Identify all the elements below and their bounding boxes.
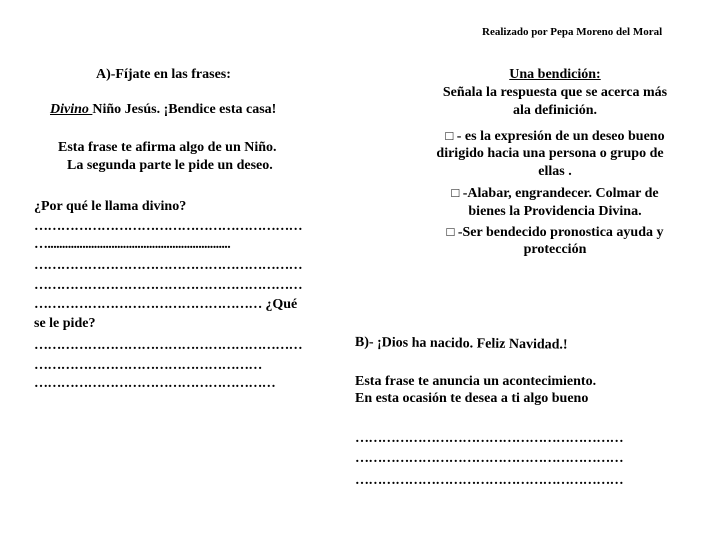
question-que-label: ¿Qué (261, 297, 298, 312)
option-2-line-1[interactable] (410, 184, 700, 203)
checkbox-icon[interactable]: □ (451, 185, 460, 200)
checkbox-icon[interactable]: □ (446, 224, 455, 239)
answer-line-6[interactable]: …………………………………………………… (34, 338, 303, 353)
answer-line-2[interactable]: …............................................................... (34, 237, 231, 252)
question-divino: ¿Por qué le llama divino? (34, 199, 187, 214)
option-3-line-2: protección (523, 242, 587, 257)
section-b-line-2: En esta ocasión te desea a ti algo bueno (355, 391, 589, 406)
blessing-instruction-2: ala definición. (512, 103, 597, 118)
checkbox-icon[interactable]: □ (445, 128, 454, 143)
option-3-text-1: -Ser bendecido pronostica ayuda y (454, 225, 664, 240)
phrase-rest: Niño Jesús. ¡Bendice esta casa! (92, 102, 277, 117)
answer-line-7[interactable]: …………………………………………… (34, 358, 262, 373)
section-b-answer-2[interactable]: …………………………………………………… (355, 451, 624, 466)
option-1-line-3: ellas . (538, 164, 572, 179)
answer-line-8[interactable]: ……………………………………………… (34, 376, 276, 391)
blessing-title-text: Una bendición: (509, 67, 601, 82)
example-phrase (50, 101, 276, 119)
author-credit: Realizado por Pepa Moreno del Moral (482, 26, 663, 38)
explanation-line-1: Esta frase te afirma algo de un Niño. (58, 140, 277, 155)
explanation-line-2: La segunda parte le pide un deseo. (67, 158, 273, 173)
answer-line-3[interactable]: …………………………………………………… (34, 258, 303, 273)
section-b-answer-3[interactable]: …………………………………………………… (355, 473, 624, 488)
option-2-line-2: bienes la Providencia Divina. (468, 204, 642, 219)
answer-line-4[interactable]: …………………………………………………… (34, 278, 303, 293)
section-a-title: A)-Fíjate en las frases: (96, 67, 231, 82)
section-b-title: B)- ¡Dios ha nacido. Feliz Navidad.! (354, 334, 568, 353)
option-3-line-1[interactable] (410, 223, 700, 242)
option-2-text-1: -Alabar, engrandecer. Colmar de (459, 186, 659, 201)
section-b-answer-1[interactable]: …………………………………………………… (355, 431, 624, 446)
answer-line-5[interactable]: …………………………………………… (34, 297, 262, 312)
question-se-le-pide: se le pide? (34, 316, 96, 331)
blessing-title (410, 66, 700, 84)
option-1-text-1: - es la expresión de un deseo bueno (453, 129, 665, 144)
divino-word: Divino (50, 102, 93, 117)
blessing-instruction-1: Señala la respuesta que se acerca más (442, 85, 668, 100)
question-que-pide-line (34, 296, 297, 314)
option-1-line-2: dirigido hacia una persona o grupo de (436, 146, 664, 161)
section-b-line-1: Esta frase te anuncia un acontecimiento. (355, 374, 597, 389)
answer-line-1[interactable]: …………………………………………………… (34, 219, 303, 234)
option-1-line-1[interactable] (410, 127, 700, 146)
